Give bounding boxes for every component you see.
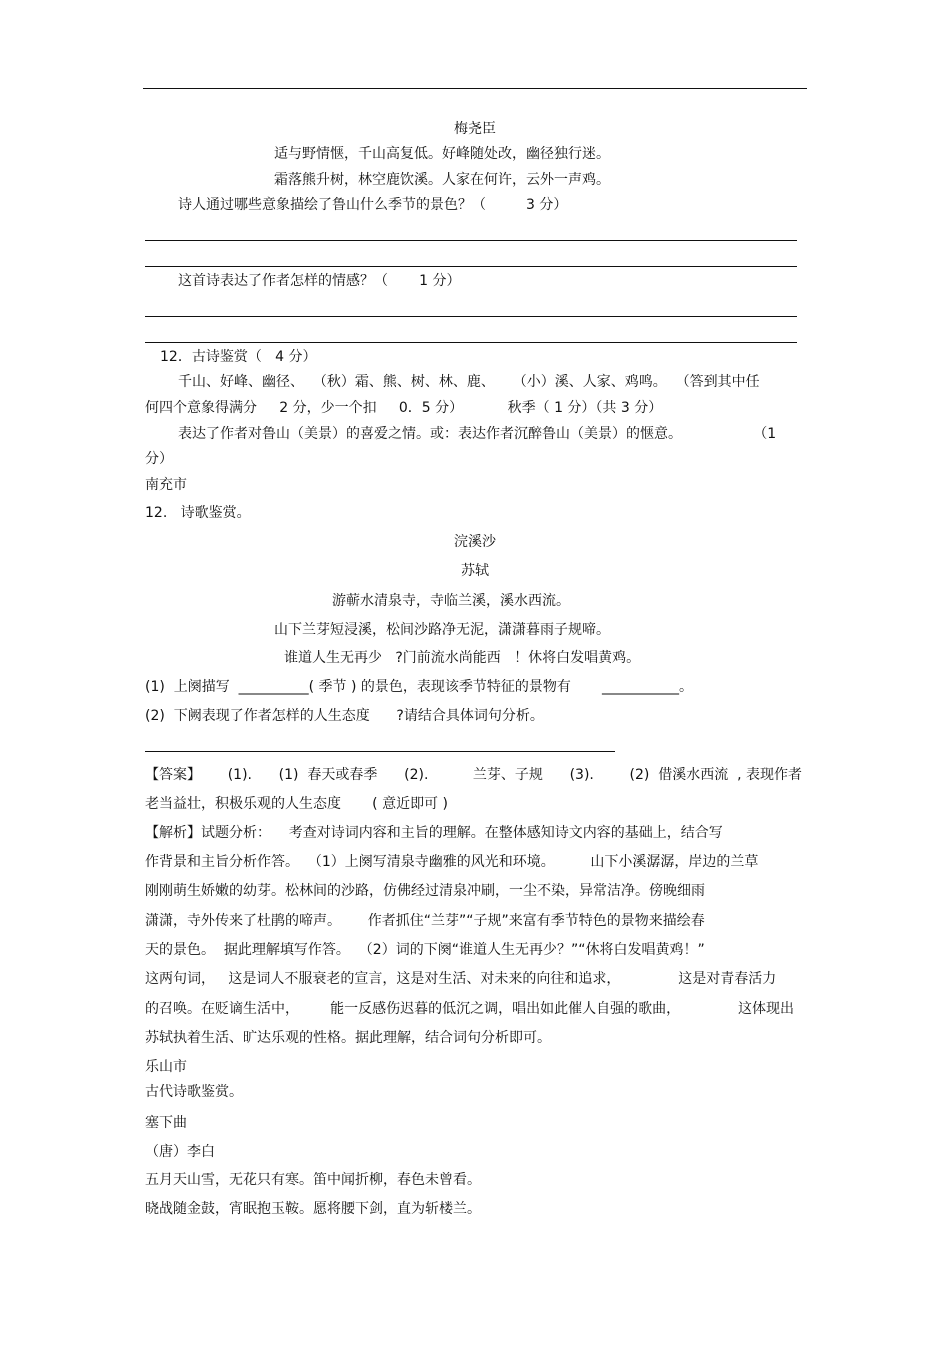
analysis-text-6: 这两句词， 这是词人不服衰老的宣言，这是对生活、对未来的向往和追求， 这是对青春活力 (145, 971, 777, 987)
poem3-line-2: 晓战随金鼓，宵眠抱玉鞍。愿将腰下剑，直为斩楼兰。 (145, 1201, 481, 1217)
analysis-text-4: 潇潇，寺外传来了杜鹃的啼声。 作者抓住“兰芽”“子规”来富有季节特色的景物来描绘春 (145, 913, 705, 929)
answer-line-4 (145, 342, 797, 343)
poem2-question-1: (1) 上阕描写 __________( 季节 ) 的景色，表现该季节特征的景物有 ___________。 (145, 679, 694, 695)
analysis-text-7: 的召唤。在贬谪生活中， 能一反感伤迟暮的低沉之调，唱出如此催人自强的歌曲， 这体现出 (145, 1001, 795, 1017)
poem3-line-1: 五月天山雪，无花只有寒。笛中闻折柳，春色未曾看。 (145, 1172, 481, 1188)
answer-line-1 (145, 240, 797, 241)
analysis-text-2: 作背景和主旨分析作答。 （1）上阕写清泉寺幽雅的风光和环境。 山下小溪潺潺，岸边的兰草 (145, 854, 759, 870)
answer12-heading: 12．古诗鉴赏（ 4 分） (160, 349, 317, 365)
header-rule (143, 88, 807, 89)
poem1-author: 梅尧臣 (454, 121, 496, 137)
poem3-author: （唐）李白 (145, 1144, 215, 1160)
analysis-text-1: 【解析】试题分析： 考查对诗词内容和主旨的理解。在整体感知诗文内容的基础上，结合写 (145, 825, 723, 841)
nanchong-heading: 12. 诗歌鉴赏。 (145, 505, 251, 521)
answer-line-2 (145, 266, 797, 267)
answer12-text-1: 千山、好峰、幽径、 （秋）霜、熊、树、林、鹿、 （小）溪、人家、鸡鸣。 （答到其中任 (178, 374, 760, 390)
poem2-line-3: 谁道人生无再少 ?门前流水尚能西 ！休将白发唱黄鸡。 (284, 650, 641, 666)
leshan-city: 乐山市 (145, 1059, 187, 1075)
answer12-text-3: 表达了作者对鲁山（美景）的喜爱之情。或：表达作者沉醉鲁山（美景）的惬意。 （1 (178, 426, 777, 442)
analysis-text-3: 刚刚萌生娇嫩的幼芽。松林间的沙路，仿佛经过清泉冲刷，一尘不染，异常洁净。傍晚细雨 (145, 883, 705, 899)
answer12-text-4: 分） (145, 451, 173, 467)
poem1-question-1: 诗人通过哪些意象描绘了鲁山什么季节的景色？（ 3 分） (178, 197, 568, 213)
poem2-line-1: 游蕲水清泉寺，寺临兰溪，溪水西流。 (332, 593, 570, 609)
answer-line-3 (145, 316, 797, 317)
poem2-title: 浣溪沙 (454, 534, 496, 550)
poem1-line-2: 霜落熊升树，林空鹿饮溪。人家在何许，云外一声鸡。 (274, 172, 610, 188)
answer12-text-2: 何四个意象得满分 2 分，少一个扣 0．5 分） 秋季（ 1 分）（共 3 分） (145, 400, 663, 416)
poem2-author: 苏轼 (461, 563, 489, 579)
poem1-line-1: 适与野情惬，千山高复低。好峰随处改，幽径独行迷。 (274, 146, 610, 162)
analysis-text-8: 苏轼执着生活、旷达乐观的性格。据此理解，结合词句分析即可。 (145, 1030, 551, 1046)
separator-rule (145, 751, 615, 752)
leshan-heading: 古代诗歌鉴赏。 (145, 1084, 243, 1100)
poem3-title: 塞下曲 (145, 1115, 187, 1131)
analysis-text-5: 天的景色。 据此理解填写作答。 （2）词的下阕“谁道人生无再少？”“休将白发唱黄鸡！” (145, 942, 705, 958)
nanchong-city: 南充市 (145, 477, 187, 493)
poem2-line-2: 山下兰芽短浸溪，松间沙路净无泥，潇潇暮雨子规啼。 (274, 622, 610, 638)
answer-text-1: 【答案】 (1). (1) 春天或春季 (2). 兰芽、子规 (3). (2) 借溪水西流 , 表现作者 (145, 767, 803, 783)
answer-text-2: 老当益壮，积极乐观的人生态度 ( 意近即可 ) (145, 796, 448, 812)
poem2-question-2: (2) 下阙表现了作者怎样的人生态度 ?请结合具体词句分析。 (145, 708, 544, 724)
poem1-question-2: 这首诗表达了作者怎样的情感？（ 1 分） (178, 273, 461, 289)
